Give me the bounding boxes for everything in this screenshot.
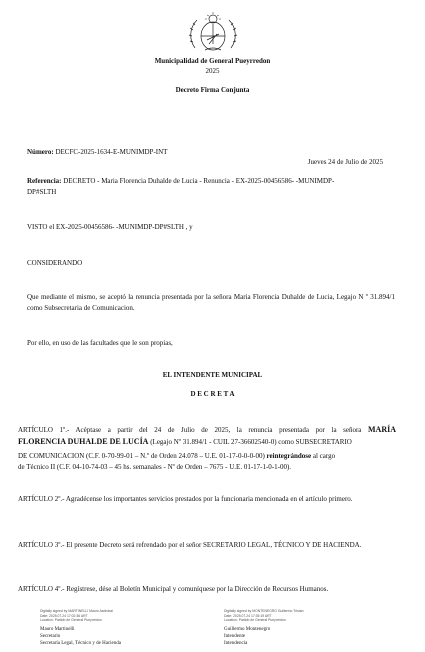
number-value: DECFC-2025-1634-E-MUNIMDP-INT — [55, 148, 168, 156]
digital-signature-1-line3: Location: Partido de General Pueyrredon — [40, 618, 102, 623]
digital-signature-2-line3: Location: Partido de General Pueyrredon — [224, 618, 286, 623]
document-number — [27, 148, 167, 156]
document-type: Decreto Firma Conjunta — [175, 86, 250, 94]
signature-block-1 — [40, 609, 200, 647]
signature-block-2 — [224, 609, 394, 647]
signer-2-office: Intendencia — [224, 640, 248, 646]
intendente-heading: EL INTENDENTE MUNICIPAL — [162, 371, 263, 379]
signer-2-role: Intendente — [224, 633, 246, 639]
article-1-line2 — [18, 436, 396, 448]
visto-paragraph: VISTO el EX-2025-00456586- -MUNIMDP-DP#SLTH , y — [27, 223, 193, 231]
article-1-line1 — [18, 424, 396, 436]
considerando-heading: CONSIDERANDO — [27, 259, 83, 267]
article-4: ARTÍCULO 4º.- Regístrese, dése al Boletín Municipal y comuníquese por la Dirección de Recursos Humanos. — [18, 585, 329, 593]
digital-signature-2-line1: Digitally signed by MONTENEGRO Guillermo Tristan — [224, 609, 304, 613]
document-date: Jueves 24 de Julio de 2025 — [307, 158, 383, 166]
article-1-text-c: DE COMUNICACION (C.F. 0-70-99-01 – N.º de Orden 24.078 – U.E. 01-17-0-0-0-00) — [18, 452, 267, 460]
article-1-text-d: al cargo — [311, 452, 336, 460]
municipality-name: Municipalidad de General Pueyrredon — [154, 57, 271, 65]
signer-2-name: Guillermo Montenegro — [224, 626, 271, 632]
article-1-line3 — [18, 451, 396, 462]
reference — [27, 176, 395, 198]
argentina-coat-of-arms-seal — [183, 10, 243, 54]
document-year: 2025 — [205, 67, 220, 75]
signer-1-name: Mauro Martinelli — [40, 626, 75, 632]
number-label: Número: — [27, 148, 54, 156]
article-1-text-a: ARTÍCULO 1º.- Acéptase a partir del 24 de Julio de 2025, la renuncia presentada por la señora — [18, 426, 368, 434]
por-ello-paragraph: Por ello, en uso de las facultades que le son propias, — [27, 339, 173, 347]
article-1-line4: de Técnico II (C.F. 04-10-74-03 – 45 hs. semanales - Nº de Orden – 7675 - U.E. 01-17-1-0-1-00). — [18, 463, 292, 471]
digital-signature-2-line2: Date: 2025.07.24 17:35:19 ART — [224, 613, 272, 618]
article-3: ARTÍCULO 3º.- El presente Decreto será refrendado por el señor SECRETARIO LEGAL, TÉCNICO Y DE HACIENDA. — [18, 541, 362, 549]
decreta-heading: D E C R E T A — [190, 390, 235, 398]
digital-signature-1-line1: Digitally signed by MARTINELLI Mauro Asdrubal — [40, 609, 113, 613]
article-2: ARTÍCULO 2º.- Agradécense los importantes servicios prestados por la funcionaria mencionada en el artículo primero. — [18, 495, 353, 503]
article-1-name-b: FLORENCIA DUHALDE DE LUCÍA — [18, 437, 149, 446]
considerando-paragraph: Que mediante el mismo, se aceptó la renuncia presentada por la señora Maria Florencia Duhalde de Lucia, Legajo N º 31.894/1 como Subsecretaria de Comunicacion. — [27, 293, 395, 312]
reference-line1: DECRETO - Maria Florencia Duhalde de Lucia - Renuncia - EX-2025-00456586- -MUNIMDP- — [63, 177, 335, 185]
article-1-name-a: MARÍA — [368, 425, 396, 434]
signer-1-role: Secretario — [40, 633, 61, 639]
reference-label: Referencia: — [27, 177, 62, 185]
reference-line2: DP#SLTH — [27, 188, 57, 196]
article-1 — [18, 424, 396, 473]
digital-signature-1-line2: Date: 2025.07.24 17:02:36 ART — [40, 613, 88, 618]
signer-1-office: Secretaría Legal, Técnico y de Hacienda — [40, 640, 121, 646]
article-1-text-b: (Legajo Nº 31.894/1 - CUIL 27-36602540-0) como SUBSECRETARIO — [148, 438, 352, 446]
article-1-reintegrandose: reintegrándose — [266, 452, 312, 460]
